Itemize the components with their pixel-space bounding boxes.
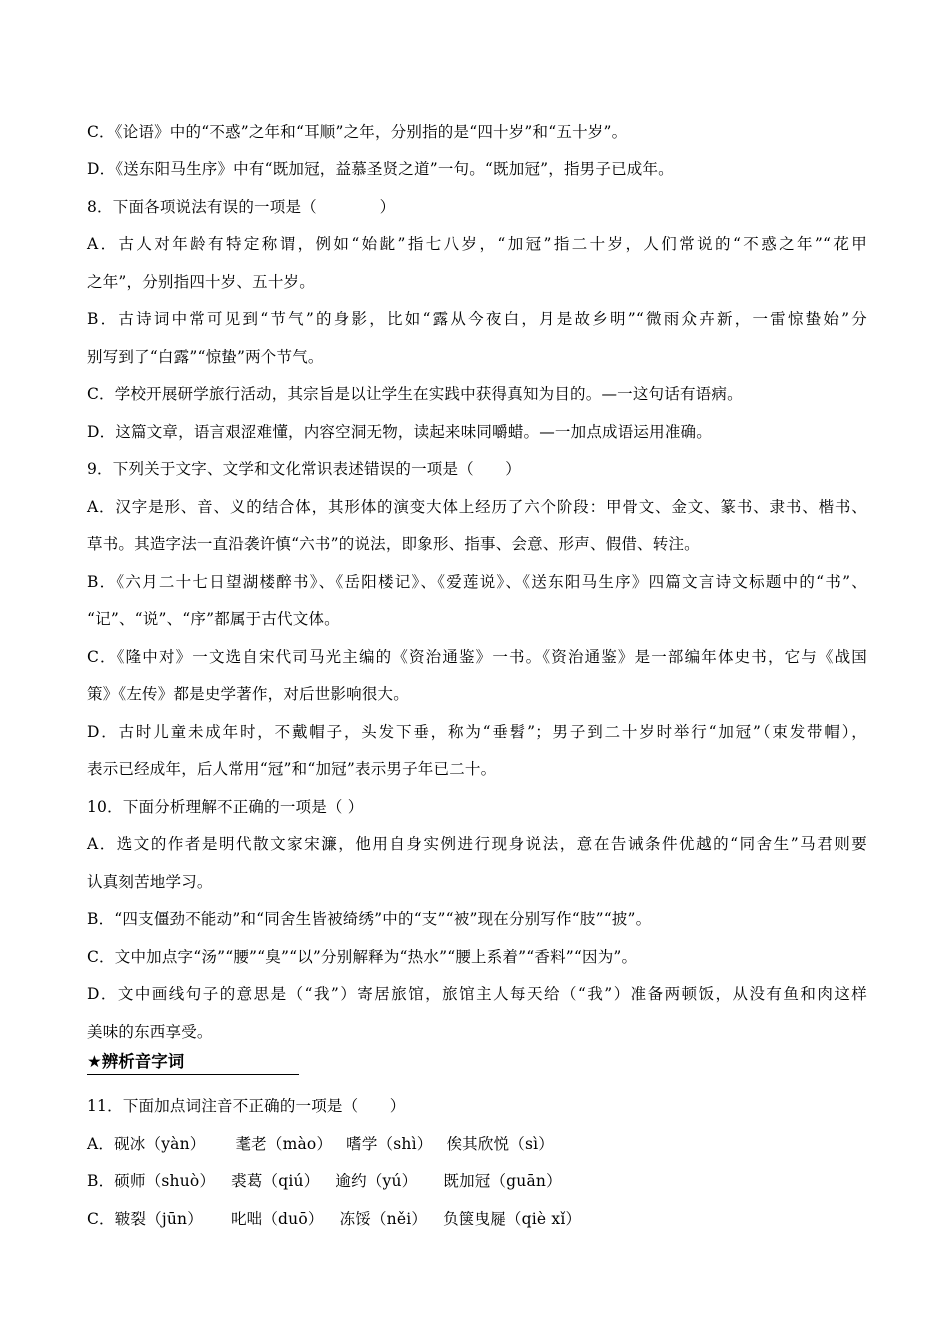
option-11c-item: 负箧曳屣（qiè xǐ）	[443, 1210, 582, 1228]
option-9a-line-1: A．汉字是形、音、义的结合体，其形体的演变大体上经历了六个阶段：甲骨文、金文、篆书、隶书、楷书、	[87, 498, 867, 516]
question-9-stem: 9．下列关于文字、文学和文化常识表述错误的一项是（ ）	[87, 460, 521, 478]
option-9b-line-2: “记”、“说”、“序”都属于古代文体。	[87, 610, 340, 628]
option-9c-line-1: C．《隆中对》一文选自宋代司马光主编的《资治通鉴》一书。《资治通鉴》是一部编年体史书，它与《战国	[87, 648, 867, 666]
option-11a-item: 耄老（mào）	[235, 1135, 333, 1153]
option-8b-line-1: B．古诗词中常可见到“节气”的身影，比如“露从今夜白，月是故乡明”“微雨众卉新，一雷惊蛰始”分	[87, 310, 867, 328]
option-11b	[87, 1171, 867, 1191]
option-9c-line-2: 策》《左传》都是史学著作，对后世影响很大。	[87, 685, 409, 703]
question-10-stem: 10．下面分析理解不正确的一项是（ ）	[87, 798, 364, 816]
question-8-stem: 8．下面各项说法有误的一项是（ ）	[87, 198, 396, 216]
option-7d: D．《送东阳马生序》中有“既加冠，益慕圣贤之道”一句。“既加冠”，指男子已成年。	[87, 160, 674, 178]
option-9b-line-1: B．《六月二十七日望湖楼醉书》、《岳阳楼记》、《爱莲说》、《送东阳马生序》四篇文言诗文标题中的“书”、	[87, 573, 867, 591]
option-10d-line-2: 美味的东西享受。	[87, 1023, 213, 1041]
option-11c-item: C．皲裂（jūn）	[87, 1210, 203, 1228]
option-11c	[87, 1209, 867, 1229]
option-11a-item: 俟其欣悦（sì）	[446, 1135, 554, 1153]
option-11a	[87, 1134, 867, 1154]
option-9d-line-2: 表示已经成年，后人常用“冠”和“加冠”表示男子年已二十。	[87, 760, 497, 778]
option-11a-item: 嗜学（shì）	[346, 1135, 433, 1153]
option-7c: C．《论语》中的“不惑”之年和“耳顺”之年，分别指的是“四十岁”和“五十岁”。	[87, 123, 628, 141]
question-11-stem: 11．下面加点词注音不正确的一项是（ ）	[87, 1097, 406, 1115]
option-11b-item: 既加冠（guān）	[443, 1172, 562, 1190]
option-8a-line-1: A．古人对年龄有特定称谓，例如“始龀”指七八岁，“加冠”指二十岁，人们常说的“不惑之年”“花甲	[87, 235, 867, 253]
option-11a-item: A．砚冰（yàn）	[87, 1135, 206, 1153]
option-9a-line-2: 草书。其造字法一直沿袭许慎“六书”的说法，即象形、指事、会意、形声、假借、转注。	[87, 535, 700, 553]
option-8b-line-2: 别写到了“白露”“惊蛰”两个节气。	[87, 348, 324, 366]
option-10a-line-2: 认真刻苦地学习。	[87, 873, 213, 891]
option-8c: C．学校开展研学旅行活动，其宗旨是以让学生在实践中获得真知为目的。—一这句话有语病。	[87, 385, 743, 403]
option-10b: B．“四支僵劲不能动”和“同舍生皆被绮绣”中的“支”“被”现在分别写作“肢”“披”。	[87, 910, 652, 928]
option-10d-line-1: D．文中画线句子的意思是（“我”）寄居旅馆，旅馆主人每天给（“我”）准备两顿饭，从没有鱼和肉这样	[87, 985, 867, 1003]
option-8a-line-2: 之年”，分别指四十岁、五十岁。	[87, 273, 315, 291]
option-10c: C．文中加点字“汤”“腰”“臭”“以”分别解释为“热水”“腰上系着”“香料”“因为”。	[87, 948, 638, 966]
option-11c-item: 叱咄（duō）	[230, 1210, 324, 1228]
option-11b-item: B．硕师（shuò）	[87, 1172, 216, 1190]
option-9d-line-1: D．古时儿童未成年时，不戴帽子，头发下垂，称为“垂髫”；男子到二十岁时举行“加冠”（束发带帽），	[87, 723, 867, 741]
section-heading: ★辨析音字词	[87, 1051, 299, 1075]
option-11b-item: 逾约（yú）	[335, 1172, 418, 1190]
option-8d: D．这篇文章，语言艰涩难懂，内容空洞无物，读起来味同嚼蜡。—一加点成语运用准确。	[87, 423, 712, 441]
option-10a-line-1: A．选文的作者是明代散文家宋濂，他用自身实例进行现身说法，意在告诫条件优越的“同舍生”马君则要	[87, 835, 867, 853]
option-11b-item: 裘葛（qiú）	[231, 1172, 320, 1190]
option-11c-item: 冻馁（něi）	[339, 1210, 428, 1228]
